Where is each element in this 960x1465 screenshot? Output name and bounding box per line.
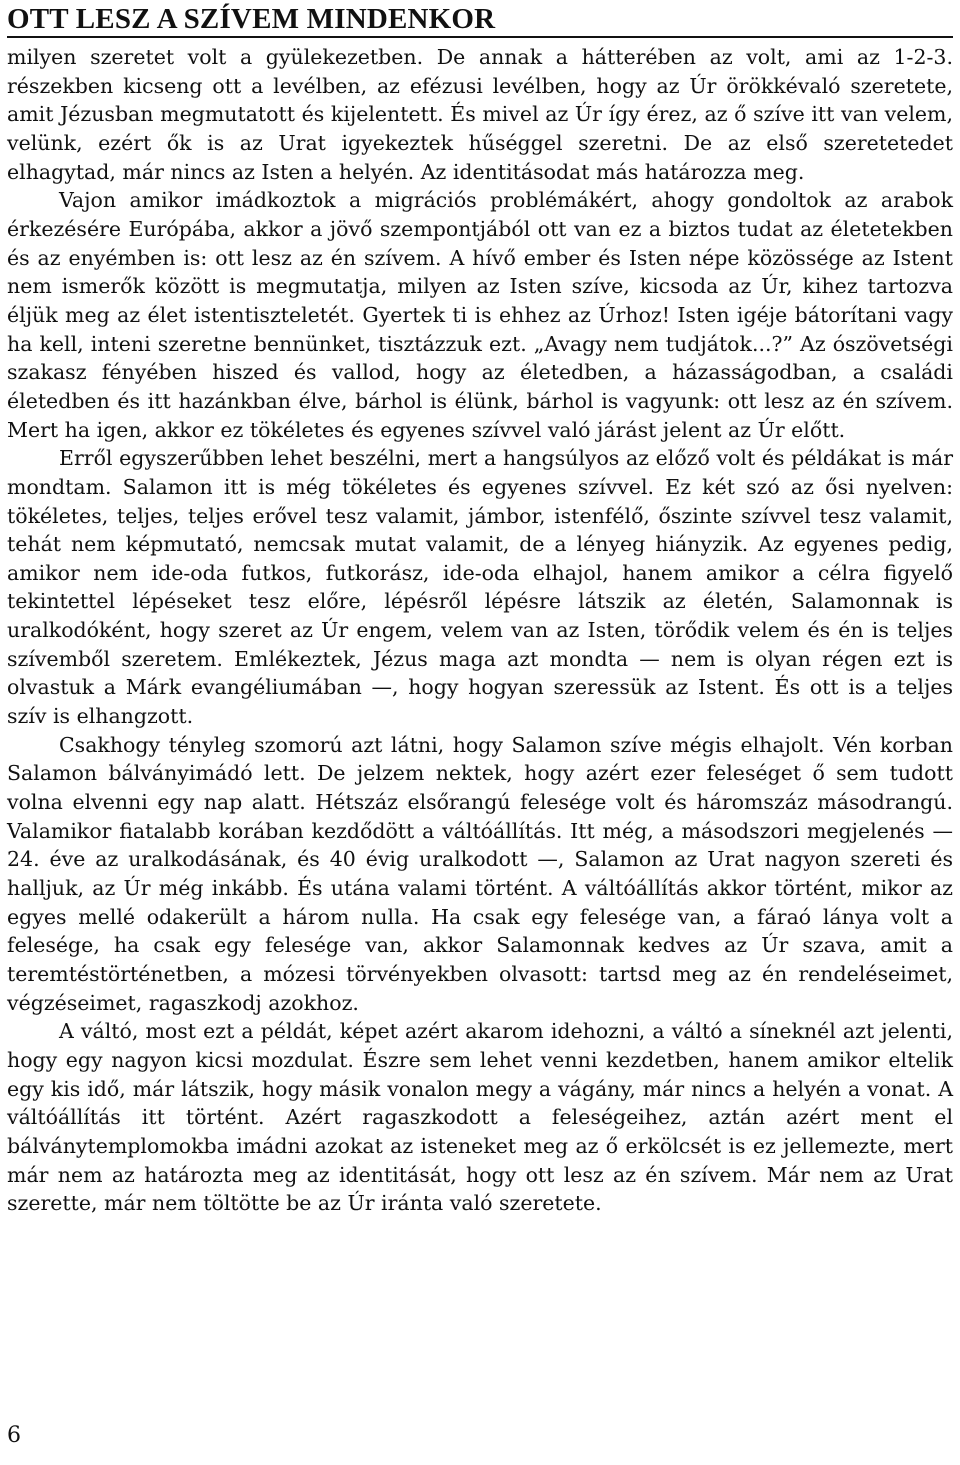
- body-text: [7, 43, 953, 1218]
- running-title: OTT LESZ A SZÍVEM MINDENKOR: [7, 3, 496, 35]
- paragraph-4: Csakhogy tényleg szomorú azt látni, hogy Salamon szíve mégis elhajolt. Vén korban Salamon bálványimádó lett. De jelzem nektek, hogy azért ezer feleséget ő sem tudott volna elvenni egy nap alatt. Hétszáz elsőrangú felesége volt és háromszáz másodrangú. Valamikor fiatalabb korában kezdődött a váltóállítás. Itt még, a másodszori megjelenés — 24. éve az uralkodásának, és 40 évig uralkodott —, Salamon az Urat nagyon szereti és halljuk, az Úr még inkább. És utána valami történt. A váltóállítás akkor történt, mikor az egyes mellé odakerült a három nulla. Ha csak egy felesége van, a fáraó lánya volt a felesége, ha csak egy felesége van, akkor Salamonnak kedves az Úr szava, amit a teremtéstörténetben, a mózesi törvényekben olvasott: tartsd meg az én rendeléseimet, végzéseimet, ragaszkodj azokhoz.: [7, 732, 953, 1015]
- paragraph-2: Vajon amikor imádkoztok a migrációs problémákért, ahogy gondoltok az arabok érkezésére Európába, akkor a jövő szempontjából ott van ez a biztos tudat az életetekben és az enyémben is: ott lesz az én szívem. A hívő ember és Isten népe közössége az Istent nem ismerők között is megmutatja, milyen az Isten szíve, kicsoda az Úr, kihez tartozva éljük meg az élet istentiszteletét. Gyertek ti is ehhez az Úrhoz! Isten igéje bátorítani vagy ha kell, inteni szeretne bennünket, tisztázzuk ezt. „Avagy nem tudjátok...?” Az ószövetségi szakasz fényében hiszed és vallod, hogy az életedben, a házasságodban, a családi életedben és itt hazánkban élve, bárhol is élünk, bárhol is vagyunk: ott lesz az én szívem. Mert ha igen, akkor ez tökéletes és egyenes szívvel való járást jelent az Úr előtt.: [7, 188, 953, 442]
- paragraph-5: A váltó, most ezt a példát, képet azért akarom idehozni, a váltó a síneknél azt jelenti, hogy egy nagyon kicsi mozdulat. Észre sem lehet venni kezdetben, hanem amikor eltelik egy kis idő, már látszik, hogy másik vonalon megy a vágány, már nincs a helyén a vonat. A váltóállítás itt történt. Azért ragaszkodott a feleségeihez, aztán azért ment el bálványtemplomokba imádni azokat az isteneket meg az ő erkölcsét is ez jellemezte, mert már nem az határozta meg az identitását, hogy ott lesz az én szívem. Már nem az Urat szerette, már nem töltötte be az Úr iránta való szeretete.: [7, 1019, 953, 1216]
- paragraph-1: milyen szeretet volt a gyülekezetben. De annak a hátterében az volt, ami az 1-2-3. részekben kicseng ott a levélben, az efézusi levélben, hogy az Úr örökkévaló szeretete, amit Jézusban megmutatott és kijelentett. És mivel az Úr így érez, az ő szíve itt van velem, velünk, ezért ők is az Urat igyekeztek hűséggel szeretni. De az első szeretetedet elhagytad, már nincs az Isten a helyén. Az identitásodat más határozza meg.: [7, 45, 953, 184]
- page-header: [7, 2, 953, 38]
- page-number: 6: [7, 1423, 21, 1448]
- paragraph-3: Erről egyszerűbben lehet beszélni, mert a hangsúlyos az előző volt és példákat is már mondtam. Salamon itt is még tökéletes és egyenes szívvel. Ez két szó az ősi nyelven: tökéletes, teljes, teljes erővel tesz valamit, jámbor, istenfélő, őszinte szívvel tesz valamit, tehát nem képmutató, nemcsak mutat valamit, de a lényeg hiányzik. Az egyenes pedig, amikor nem ide-oda futkos, futkorász, ide-oda elhajol, hanem amikor a célra figyelő tekintettel lépéseket tesz előre, lépésről lépésre látszik az életén, Salamonnak is uralkodóként, hogy szeret az Úr engem, velem van az Isten, törődik velem és én is teljes szívemből szeretem. Emlékeztek, Jézus maga azt mondta — nem is olyan régen ezt is olvastuk a Márk evangéliumában —, hogy hogyan szeressük az Istent. És ott is a teljes szív is elhangzott.: [7, 446, 953, 729]
